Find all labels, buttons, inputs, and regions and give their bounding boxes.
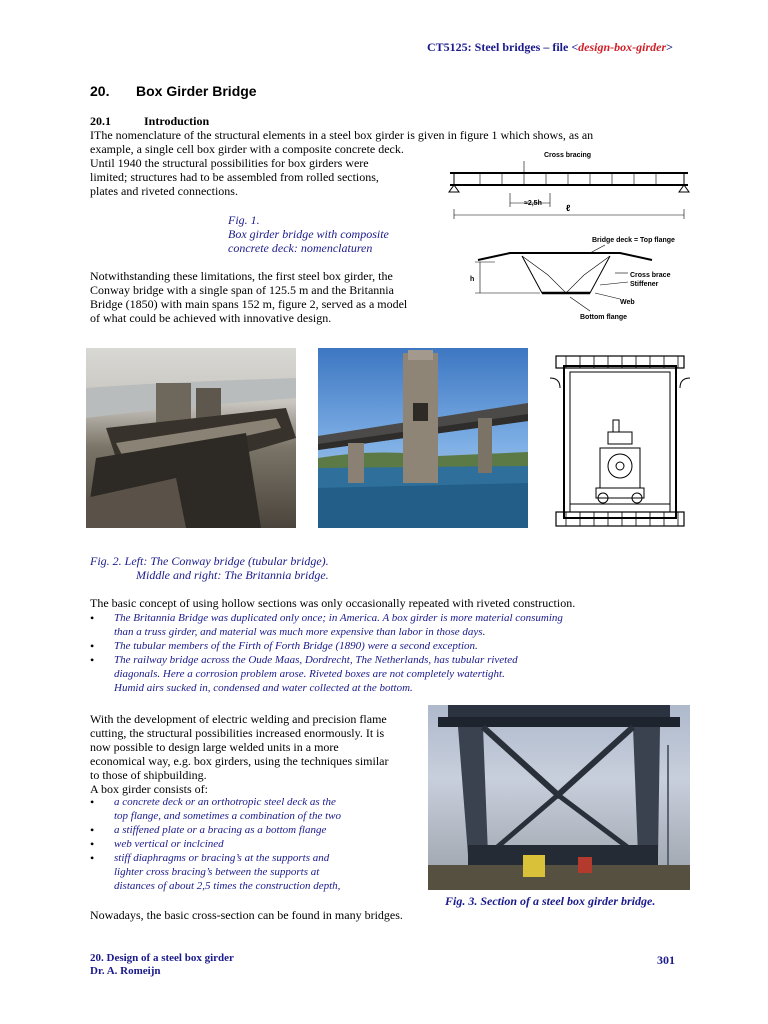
label-cross-bracing: Cross bracing	[544, 152, 592, 159]
list-item: • a stiffened plate or a bracing as a bottom flange	[90, 823, 420, 837]
fig3-caption: Fig. 3. Section of a steel box girder bridge.	[445, 894, 656, 908]
list-item: • a concrete deck or an orthotropic steel deck as the top flange, and sometimes a combination of the two	[90, 795, 420, 823]
fig2-caption: Fig. 2. Left: The Conway bridge (tubular bridge). Middle and right: The Britannia bridge.	[90, 554, 329, 582]
conway-bridge-photo	[86, 348, 296, 528]
britannia-bridge-photo	[318, 348, 528, 528]
history-bullet-list	[90, 611, 690, 695]
components-bullet-list	[90, 795, 420, 893]
intro-line2: example, a single cell box girder with a composite concrete deck.	[90, 142, 404, 156]
paragraph-conway: Notwithstanding these limitations, the first steel box girder, the Conway bridge with a single span of 125.5 m and the Britannia Bridge (1850) with main spans 152 m, figure 2, served as a model of what could be achieved with innovative design.	[90, 269, 408, 325]
page-number: 301	[657, 953, 675, 967]
label-bottom-flange: Bottom flange	[580, 314, 628, 321]
paragraph-hollow-sections: The basic concept of using hollow sections was only occasionally repeated with riveted construction.	[90, 596, 576, 610]
label-web: Web	[620, 299, 635, 306]
paragraph-welding: With the development of electric welding and precision flame cutting, the structural possibilities increased enormously. It is now possible to design large welded units in a more economical way, e.g. box girders, using the techniques similar to those of shipbuilding. A box girder consists of:	[90, 712, 389, 796]
label-spacing: ≈2,5h	[524, 200, 542, 207]
list-item: • web vertical or inclcined	[90, 837, 420, 851]
label-deck: Bridge deck = Top flange	[592, 237, 675, 244]
label-stiffener: Stiffener	[630, 281, 659, 288]
intro-para2: Until 1940 the structural possibilities for box girders were limited; structures had to be assembled from rolled sections, plates and riveted connections.	[90, 156, 379, 198]
box-girder-section-photo	[428, 705, 690, 890]
label-h: h	[470, 276, 475, 283]
list-item: • The Britannia Bridge was duplicated only once; in America. A box girder is more material consuming than a truss girder, and material was much more expensive than labor in those days.	[90, 611, 690, 639]
paragraph-nowadays: Nowadays, the basic cross-section can be found in many bridges.	[90, 908, 403, 922]
fig1-caption: Fig. 1. Box girder bridge with composite concrete deck: nomenclaturen	[228, 213, 389, 255]
list-item: • The tubular members of the Firth of Forth Bridge (1890) were a second exception.	[90, 639, 690, 653]
label-cross-brace: Cross brace	[630, 272, 671, 279]
section-title: 20. Box Girder Bridge	[90, 83, 257, 99]
subsection-title: 20.1 Introduction	[90, 114, 210, 128]
intro-line1: IThe nomenclature of the structural elements in a steel box girder is given in figure 1 which shows, as an	[90, 128, 594, 142]
running-header: CT5125: Steel bridges – file <design-box-girder>	[427, 40, 673, 54]
file-name: design-box-girder	[578, 40, 667, 54]
list-item: • The railway bridge across the Oude Maas, Dordrecht, The Netherlands, has tubular riveted diagonals. Here a corrosion problem arose. Riveted boxes are not completely watertight. Humid airs sucked in, condensed and water collected at the bottom.	[90, 653, 690, 695]
fig1-diagram	[440, 145, 700, 325]
britannia-cross-section-drawing	[548, 348, 692, 533]
list-item: • stiff diaphragms or bracing’s at the supports and lighter cross bracing’s between the supports at distances of about 2,5 times the construction depth,	[90, 851, 420, 893]
footer-left: 20. Design of a steel box girder Dr. A. Romeijn	[90, 952, 234, 977]
label-span: ℓ	[566, 203, 571, 213]
